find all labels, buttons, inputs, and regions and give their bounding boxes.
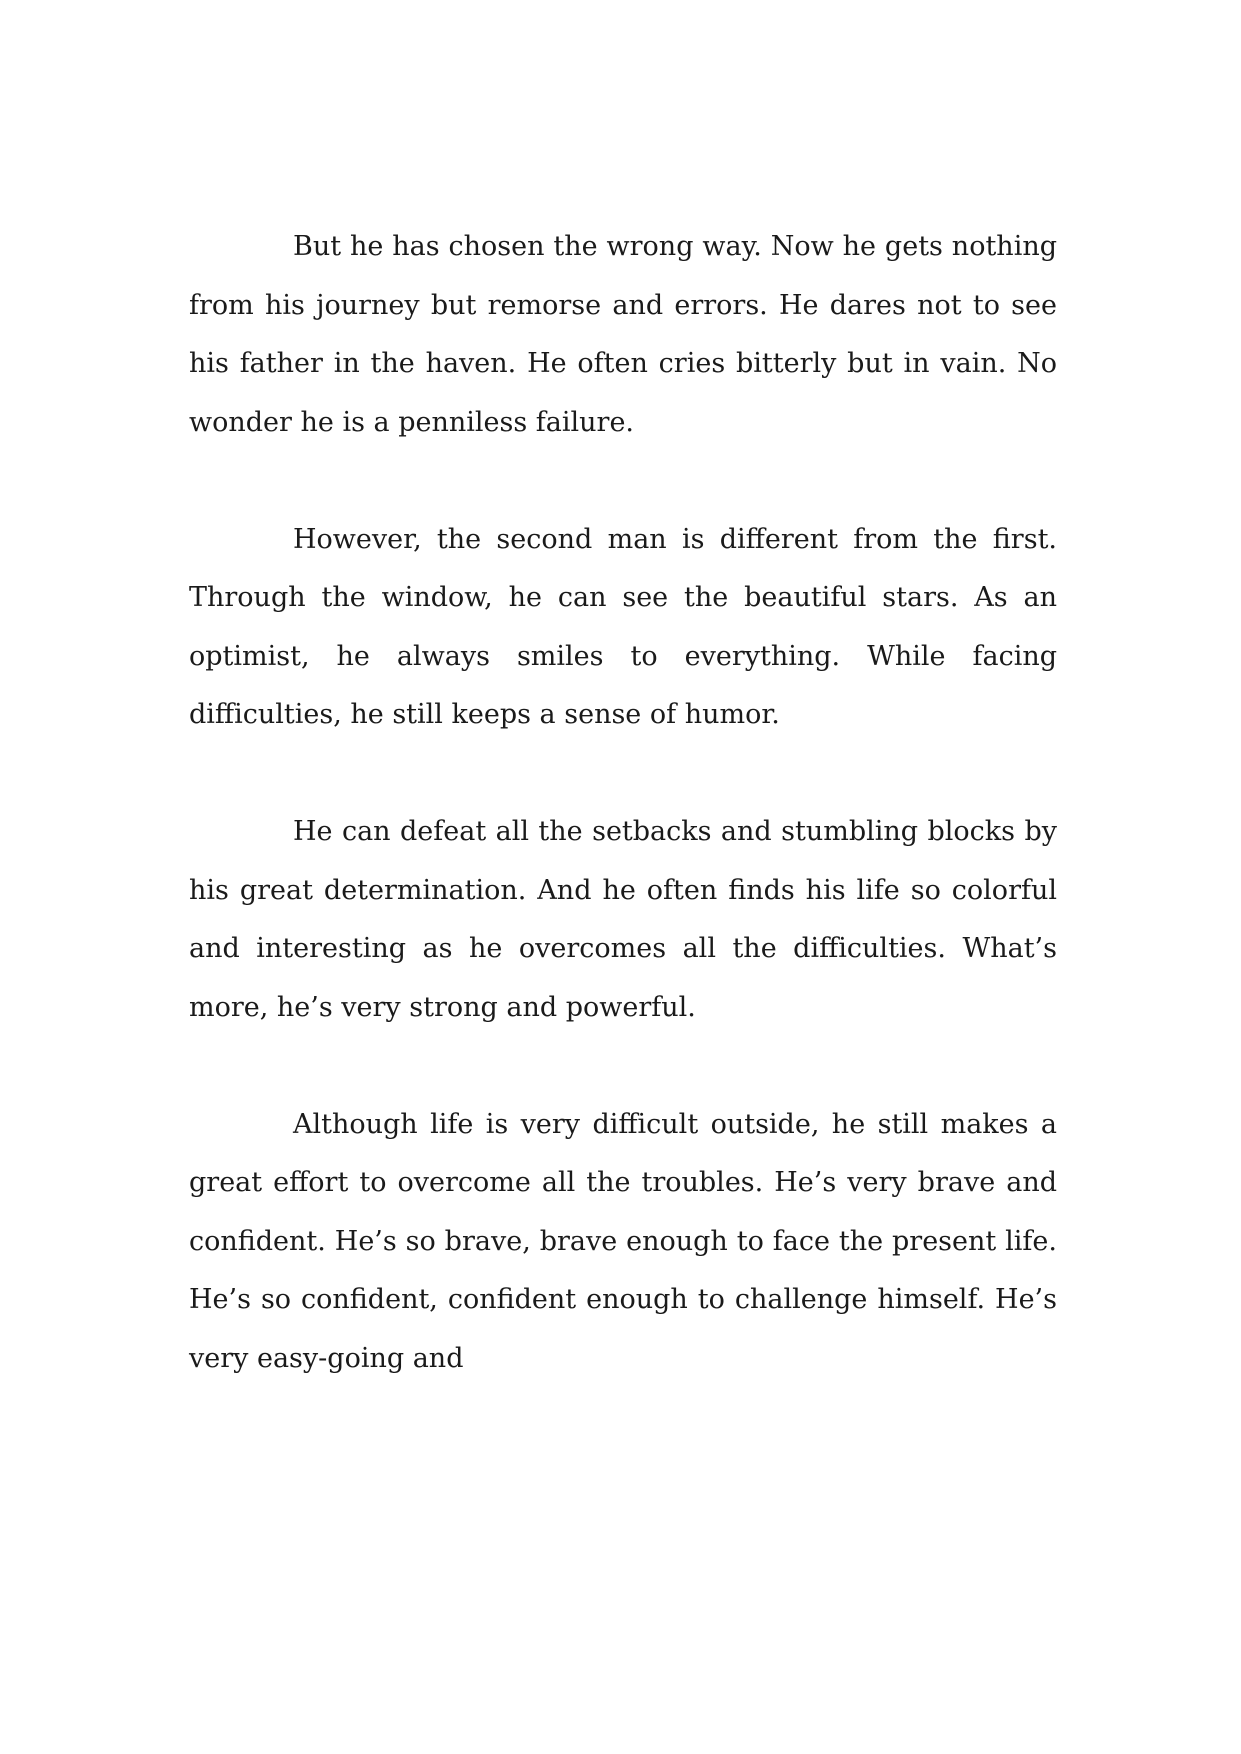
paragraph-2: However, the second man is different from the first. Through the window, he can see the beautiful stars. As an optimist, he always smiles to everything. While facing difficulties, he still keeps a sense of humor. xyxy=(189,523,1057,730)
paragraph-1: But he has chosen the wrong way. Now he gets nothing from his journey but remorse and errors. He dares not to see his father in the haven. He often cries bitterly but in vain. No wonder he is a penniless failure. xyxy=(189,231,1057,438)
paragraph-3: He can defeat all the setbacks and stumbling blocks by his great determination. And he often finds his life so colorful and interesting as he overcomes all the difficulties. What’s more, he’s very strong and powerful. xyxy=(189,816,1057,1023)
paragraph-4: Although life is very difficult outside, he still makes a great effort to overcome all the troubles. He’s very brave and confident. He’s so brave, brave enough to face the present life. He’s so confident, confident enough to challenge himself. He’s very easy-going and xyxy=(189,1108,1057,1374)
document-body xyxy=(189,218,1057,1447)
